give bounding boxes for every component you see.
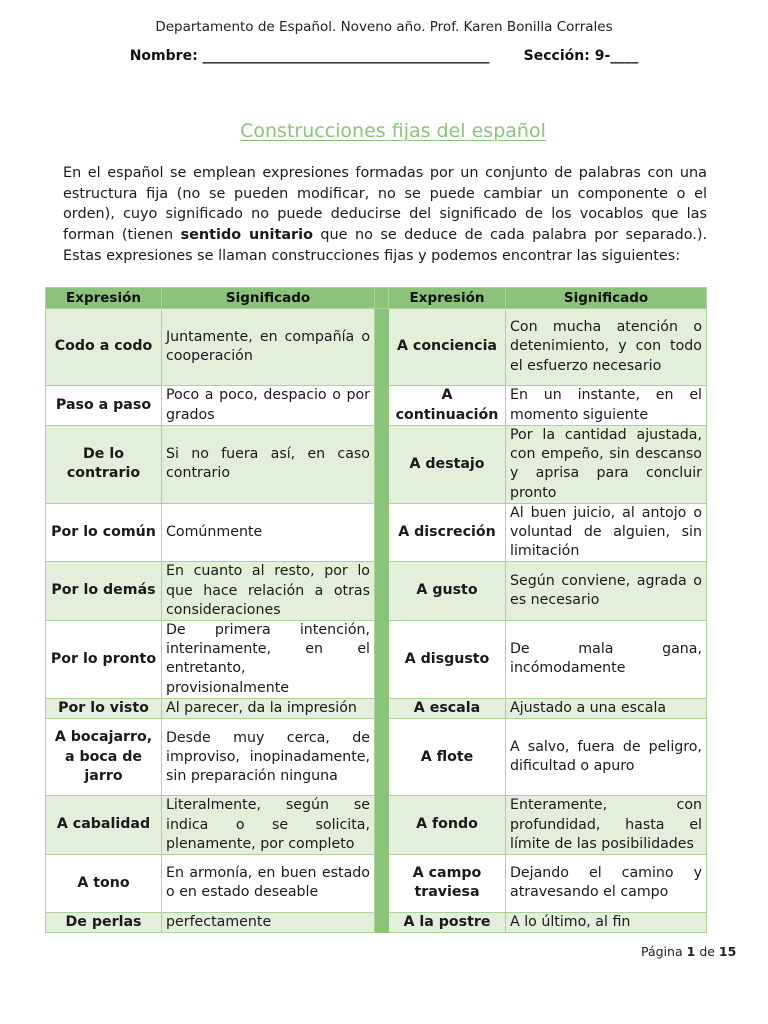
nombre-label: Nombre: [129, 48, 198, 64]
right-meaning: A lo último, al fin [506, 912, 707, 933]
left-meaning: Si no fuera así, en caso contrario [162, 426, 375, 504]
right-expression: A continuación [389, 386, 506, 426]
column-separator [375, 562, 389, 621]
left-meaning: Desde muy cerca, de improviso, inopinadamente, sin preparación ninguna [162, 719, 375, 796]
table-row [46, 796, 707, 855]
table-row [46, 426, 707, 504]
page-total: 15 [718, 944, 737, 959]
right-expression: A escala [389, 698, 506, 719]
right-meaning: Según conviene, agrada o es necesario [506, 562, 707, 621]
left-expression: De lo contrario [46, 426, 162, 504]
table-row [46, 621, 707, 699]
left-meaning: Poco a poco, despacio o por grados [162, 386, 375, 426]
column-separator [375, 288, 389, 309]
right-expression: A la postre [389, 912, 506, 933]
right-expression: A flote [389, 719, 506, 796]
left-meaning: Literalmente, según se indica o se solicita, plenamente, por completo [162, 796, 375, 855]
column-separator [375, 621, 389, 699]
right-expression: A conciencia [389, 309, 506, 386]
left-expression: Por lo pronto [46, 621, 162, 699]
right-meaning: Al buen juicio, al antojo o voluntad de alguien, sin limitación [506, 503, 707, 562]
right-expression: A destajo [389, 426, 506, 504]
left-expression: Codo a codo [46, 309, 162, 386]
table-body [46, 309, 707, 933]
left-meaning: En cuanto al resto, por lo que hace relación a otras consideraciones [162, 562, 375, 621]
left-meaning: perfectamente [162, 912, 375, 933]
page-number: 1 [686, 944, 696, 959]
right-expression: A fondo [389, 796, 506, 855]
right-meaning: Por la cantidad ajustada, con empeño, sin descanso y aprisa para concluir pronto [506, 426, 707, 504]
right-meaning: Ajustado a una escala [506, 698, 707, 719]
column-separator [375, 386, 389, 426]
intro-bold-term: sentido unitario [180, 227, 313, 244]
seccion-blank: ____ [610, 48, 639, 64]
right-expression: A discreción [389, 503, 506, 562]
left-expression: De perlas [46, 912, 162, 933]
left-expression: Por lo visto [46, 698, 162, 719]
left-meaning: Al parecer, da la impresión [162, 698, 375, 719]
left-expression: A cabalidad [46, 796, 162, 855]
header-significado-right: Significado [506, 288, 707, 309]
intro-text-1: En el español se emplean expresiones formadas por un conjunto de palabras con una estructura fija (no se pueden modificar, no se puede cambiar un componente o el orden), cuyo significado no puede deducirse del significado de los vocablos que las forman (tienen [63, 165, 707, 244]
column-separator [375, 309, 389, 386]
document-title: Construcciones fijas del español [240, 120, 546, 142]
right-meaning: Dejando el camino y atravesando el campo [506, 854, 707, 912]
left-expression: Por lo demás [46, 562, 162, 621]
seccion-label: Sección: 9- [523, 48, 611, 64]
intro-text-2: que no se deduce de cada palabra por separado.). Estas expresiones se llaman construcciones fijas y podemos encontrar las siguientes: [63, 227, 708, 264]
column-separator [375, 698, 389, 719]
right-meaning: Con mucha atención o detenimiento, y con todo el esfuerzo necesario [506, 309, 707, 386]
table-row [46, 912, 707, 933]
of-word: de [699, 944, 715, 959]
page-footer [641, 944, 736, 959]
column-separator [375, 426, 389, 504]
table-row [46, 698, 707, 719]
left-meaning: En armonía, en buen estado o en estado deseable [162, 854, 375, 912]
left-meaning: Comúnmente [162, 503, 375, 562]
column-separator [375, 503, 389, 562]
table-row [46, 503, 707, 562]
left-expression: Paso a paso [46, 386, 162, 426]
right-expression: A campo traviesa [389, 854, 506, 912]
expressions-table [45, 287, 707, 933]
right-meaning: De mala gana, incómodamente [506, 621, 707, 699]
column-separator [375, 796, 389, 855]
table-row [46, 386, 707, 426]
left-expression: A tono [46, 854, 162, 912]
left-expression: A bocajarro, a boca de jarro [46, 719, 162, 796]
left-expression: Por lo común [46, 503, 162, 562]
left-meaning: Juntamente, en compañía o cooperación [162, 309, 375, 386]
header-expresion-left: Expresión [46, 288, 162, 309]
header-significado-left: Significado [162, 288, 375, 309]
page-header: Departamento de Español. Noveno año. Prof. Karen Bonilla Corrales [155, 19, 613, 35]
column-separator [375, 719, 389, 796]
table-row [46, 854, 707, 912]
nombre-blank: _________________________________________ [202, 48, 490, 64]
table-header-row [46, 288, 707, 309]
right-meaning: En un instante, en el momento siguiente [506, 386, 707, 426]
table-row [46, 562, 707, 621]
name-section-line [0, 48, 768, 64]
intro-paragraph [63, 163, 707, 267]
header-expresion-right: Expresión [389, 288, 506, 309]
table-row [46, 309, 707, 386]
right-meaning: A salvo, fuera de peligro, dificultad o apuro [506, 719, 707, 796]
column-separator [375, 912, 389, 933]
left-meaning: De primera intención, interinamente, en el entretanto, provisionalmente [162, 621, 375, 699]
column-separator [375, 854, 389, 912]
page-word: Página [641, 944, 683, 959]
right-expression: A disgusto [389, 621, 506, 699]
right-meaning: Enteramente, con profundidad, hasta el límite de las posibilidades [506, 796, 707, 855]
table-row [46, 719, 707, 796]
right-expression: A gusto [389, 562, 506, 621]
